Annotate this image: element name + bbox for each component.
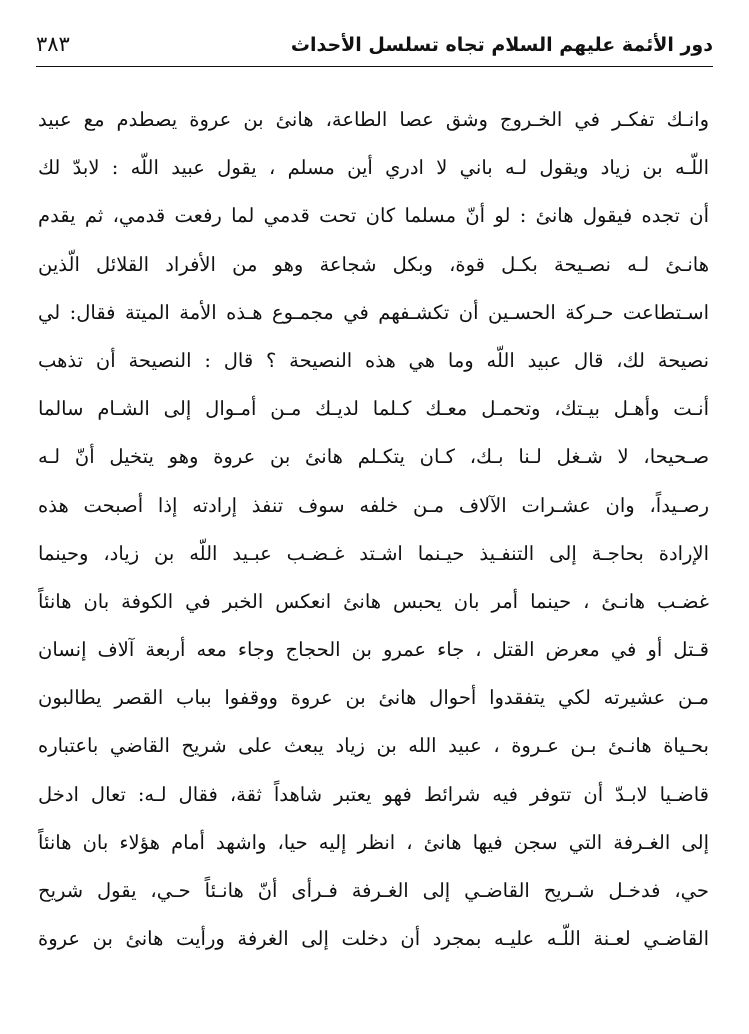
text-line: صـحيحا، لا شـغل لـنا بـك، كـان يتكـلم هانئ بن عروة وهو يتخيل أنّ لـه <box>38 445 709 469</box>
text-line: حي، فدخـل شـريح القاضـي إلى الغـرفة فـرأى أنّ هانـئاً حـي، يقول شريح <box>38 879 709 902</box>
text-line: غضـب هانـئ ، حينما أمر بان يحبس هانئ انعكس الخبر في الكوفة بان هانئاً <box>38 589 709 613</box>
text-line: بحـياة هانـئ بـن عـروة ، عبيد الله بن زياد يبعث على شريح القاضي باعتباره <box>38 734 709 758</box>
text-line: اللّـه بن زياد ويقول لـه باني لا ادري أين مسلم ، يقول عبيد اللّه : لابدّ لك <box>38 156 709 180</box>
text-line: نصيحة لك، قال عبيد اللّه وما هي هذه النصيحة ؟ قال : النصيحة أن تذهب <box>38 348 709 372</box>
text-line: قاضـيا لابـدّ أن تتوفر فيه شرائط فهو يعتبر شاهداً ثقة، فقال لـه: تعال ادخل <box>38 782 709 806</box>
page-number: ٣٨٣ <box>36 32 70 56</box>
text-line: الإرادة بحاجـة إلى التنفـيذ حيـنما اشـتد غـضـب عبـيد اللّه بن زياد، وحينما <box>38 541 709 565</box>
text-line: إلى الغـرفة التي سجن فيها هانئ ، انظر إليه حيا، واشهد أمام هؤلاء بان هانئاً <box>38 830 709 854</box>
text-line: أن تجده فيقول هانئ : لو أنّ مسلما كان تحت قدمي لما رفعت قدمي، ثم يقدم <box>38 204 709 228</box>
text-line: اسـتطاعت حـركة الحسـين أن تكشـفهم في مجمـوع هـذه الأمة الميتة فقال: لي <box>38 300 709 324</box>
text-line: مـن عشيرته لكي يتفقدوا أحوال هانئ بن عروة ووقفوا بباب القصر يطالبون <box>38 686 709 710</box>
running-header <box>36 24 713 64</box>
text-line: القاضـي لعـنة اللّـه عليـه بمجرد أن دخلت إلى الغرفة ورأيت هانئ بن عروة <box>38 927 709 951</box>
body-text <box>38 96 709 963</box>
text-line: أنـت وأهـل بيـتك، وتحمـل معـك كـلما لديـك مـن أمـوال إلى الشـام سالما <box>38 397 709 421</box>
text-line: قـتل أو في معرض القتل ، جاء عمرو بن الحجاج وجاء معه أربعة آلاف إنسان <box>38 638 709 662</box>
text-line: رصـيداً، وان عشـرات الآلاف مـن خلفه سوف تنفذ إرادته إذا أصبحت هذه <box>38 493 709 517</box>
text-line: هانـئ لـه نصـيحة بكـل قوة، وبكل شجاعة وهو من الأفراد القلائل الّذين <box>38 252 709 276</box>
header-divider <box>36 66 713 67</box>
text-line: وانـك تفكـر في الخـروج وشق عصا الطاعة، هانئ بن عروة يصطدم مع عبيد <box>38 108 709 131</box>
header-title: دور الأئمة عليهم السلام تجاه تسلسل الأحداث <box>290 34 713 56</box>
